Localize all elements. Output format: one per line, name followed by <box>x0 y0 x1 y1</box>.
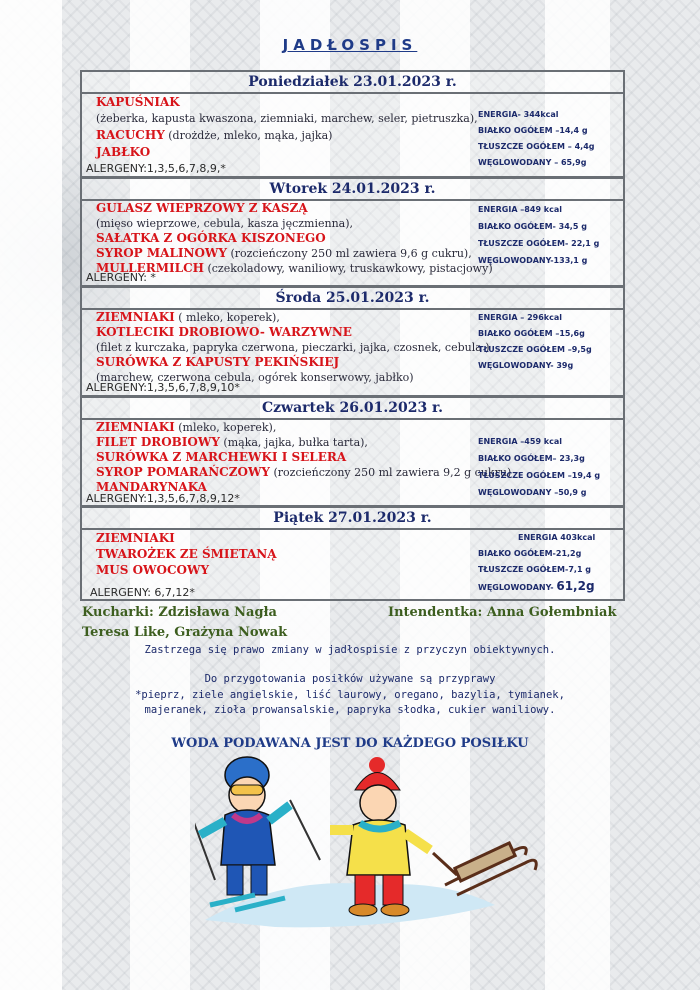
dish-desc: (żeberka, kapusta kwaszona, ziemniaki, marchew, seler, pietruszka), <box>96 112 478 125</box>
menu-list <box>96 530 491 578</box>
day-header: Środa 25.01.2023 r. <box>82 288 623 310</box>
dish-name: SURÓWKA Z MARCHEWKI I SELERA <box>96 450 347 464</box>
menu-line <box>96 325 491 340</box>
dish-name: GULASZ WIEPRZOWY Z KASZĄ <box>96 201 308 215</box>
fat: TŁUSZCZE OGÓŁEM –19,4 g <box>478 471 601 480</box>
menu-line <box>96 562 491 578</box>
dish-name: JABŁKO <box>96 145 151 159</box>
protein: BIAŁKO OGÓŁEM-21,2g <box>478 549 582 558</box>
allergens: ALERGENY: 6,7,12* <box>90 586 195 599</box>
dish-desc: (marchew, czerwona cebula, ogórek konserwowy, jabłko) <box>96 371 414 384</box>
carbs-value: 61,2g <box>556 579 595 593</box>
dish-name: MANDARYNAKA <box>96 480 207 494</box>
day-header: Poniedziałek 23.01.2023 r. <box>82 72 623 94</box>
dish-desc: (filet z kurczaka, papryka czerwona, pieczarki, jajka, czosnek, cebula ) <box>96 341 490 354</box>
water-note: WODA PODAWANA JEST DO KAŻDEGO POSIŁKU <box>171 736 529 751</box>
dish-name: RACUCHY <box>96 128 165 142</box>
carbs: WĘGLOWODANY- 39g <box>478 361 574 370</box>
carbs: WĘGLOWODANY –50,9 g <box>478 488 587 497</box>
allergens: ALERGENY:1,3,5,6,7,8,9,10* <box>86 381 240 394</box>
dish-desc: (mięso wieprzowe, cebula, kasza jęczmienna), <box>96 217 354 230</box>
dish-name: KAPUŚNIAK <box>96 95 180 109</box>
day-header: Czwartek 26.01.2023 r. <box>82 398 623 420</box>
menu-line <box>96 127 491 144</box>
quartermaster: Intendentka: Anna Gołembniak <box>388 605 617 620</box>
menu-line <box>96 355 491 370</box>
menu-list <box>96 201 491 276</box>
menu-list <box>96 420 512 495</box>
menu-line <box>96 216 491 231</box>
dish-desc: (rozcieńczony 250 ml zawiera 9,2 g cukru) <box>270 466 512 479</box>
day-friday <box>80 506 625 601</box>
nutrition-box <box>478 310 613 374</box>
day-thursday <box>80 396 625 507</box>
menu-list <box>96 94 491 160</box>
dish-desc: (drożdże, mleko, mąka, jajka) <box>164 129 333 142</box>
protein: BIAŁKO OGÓŁEM –14,4 g <box>478 126 588 135</box>
cooks-names: Teresa Like, Grażyna Nowak <box>82 625 288 640</box>
dish-name: TWAROŻEK ZE ŚMIETANĄ <box>96 547 277 561</box>
energy: ENERGIA –849 kcal <box>478 205 562 214</box>
menu-line <box>96 231 491 246</box>
menu-line <box>96 201 491 216</box>
winter-kids-illustration <box>195 755 540 930</box>
day-header: Wtorek 24.01.2023 r. <box>82 179 623 201</box>
carbs-row <box>478 578 613 596</box>
nutrition-box <box>478 530 613 596</box>
energy: ENERGIA –459 kcal <box>478 437 562 446</box>
spices-line-2: majeranek, zioła prowansalskie, papryka słodka, cukier waniliowy. <box>144 704 556 716</box>
nutrition-box <box>478 201 613 269</box>
dish-desc: (czekoladowy, waniliowy, truskawkowy, pistacjowy) <box>203 262 493 275</box>
nutrition-box <box>478 433 613 501</box>
spices-line-1: *pieprz, ziele angielskie, liść laurowy, oregano, bazylia, tymianek, <box>135 689 565 701</box>
dish-name: ZIEMNIAKI <box>96 420 175 434</box>
menu-list <box>96 310 491 385</box>
menu-line <box>96 450 491 465</box>
day-wednesday <box>80 286 625 397</box>
protein: BIAŁKO OGÓŁEM- 34,5 g <box>478 222 587 231</box>
carbs: WĘGLOWODANY-133,1 g <box>478 256 588 265</box>
protein: BIAŁKO OGÓŁEM –15,6g <box>478 329 585 338</box>
menu-line <box>96 530 491 546</box>
menu-line <box>96 94 491 110</box>
allergens: ALERGENY: * <box>86 271 156 284</box>
reserve-note: Zastrzega się prawo zmiany w jadłospisie z przyczyn obiektywnych. <box>144 644 556 656</box>
menu-line <box>96 144 491 160</box>
allergens: ALERGENY:1,3,5,6,7,8,9,12* <box>86 492 240 505</box>
dish-name: SURÓWKA Z KAPUSTY PEKIŃSKIEJ <box>96 355 340 369</box>
carbs: WĘGLOWODANY- <box>478 583 554 592</box>
fat: TŁUSZCZE OGÓŁEM – 4,4g <box>478 142 595 151</box>
allergens: ALERGENY:1,3,5,6,7,8,9,* <box>86 162 226 175</box>
spices-intro: Do przygotowania posiłków używane są przyprawy <box>204 673 496 685</box>
menu-line <box>96 465 512 480</box>
cooks-label: Kucharki: Zdzisława Nagła <box>82 605 277 620</box>
menu-line <box>96 546 491 562</box>
carbs: WĘGLOWODANY – 65,9g <box>478 158 587 167</box>
menu-line <box>96 246 491 261</box>
energy: ENERGIA – 296kcal <box>478 313 562 322</box>
day-tuesday <box>80 177 625 287</box>
energy: ENERGIA 403kcal <box>518 533 596 542</box>
dish-name: ZIEMNIAKI <box>96 531 175 545</box>
energy: ENERGIA- 344kcal <box>478 110 559 119</box>
menu-line <box>96 310 491 325</box>
day-monday <box>80 70 625 178</box>
fat: TŁUSZCZE OGÓŁEM- 22,1 g <box>478 239 600 248</box>
dish-desc: (rozcieńczony 250 ml zawiera 9,6 g cukru), <box>226 247 472 260</box>
page-title: JADŁOSPIS <box>282 36 418 54</box>
menu-line <box>96 340 491 355</box>
dish-name: KOTLECIKI DROBIOWO- WARZYWNE <box>96 325 352 339</box>
dish-desc: (mąka, jajka, bułka tarta), <box>219 436 368 449</box>
menu-line <box>96 435 491 450</box>
dish-name: FILET DROBIOWY <box>96 435 220 449</box>
day-header: Piątek 27.01.2023 r. <box>82 508 623 530</box>
dish-name: SYROP MALINOWY <box>96 246 227 260</box>
menu-line <box>96 420 491 435</box>
fat: TŁUSZCZE OGÓŁEM-7,1 g <box>478 565 592 574</box>
protein: BIAŁKO OGÓŁEM– 23,3g <box>478 454 585 463</box>
dish-name: MUS OWOCOWY <box>96 563 210 577</box>
menu-line <box>96 110 491 127</box>
nutrition-box <box>478 107 613 171</box>
dish-name: SAŁATKA Z OGÓRKA KISZONEGO <box>96 231 326 245</box>
dish-name: MULLERMILCH <box>96 261 204 275</box>
dish-desc: ( mleko, koperek), <box>174 311 280 324</box>
dish-desc: (mleko, koperek), <box>174 421 277 434</box>
dish-name: ZIEMNIAKI <box>96 310 175 324</box>
sled <box>433 843 536 895</box>
dish-name: SYROP POMARAŃCZOWY <box>96 465 270 479</box>
fat: TŁUSZCZE OGÓŁEM –9,5g <box>478 345 592 354</box>
